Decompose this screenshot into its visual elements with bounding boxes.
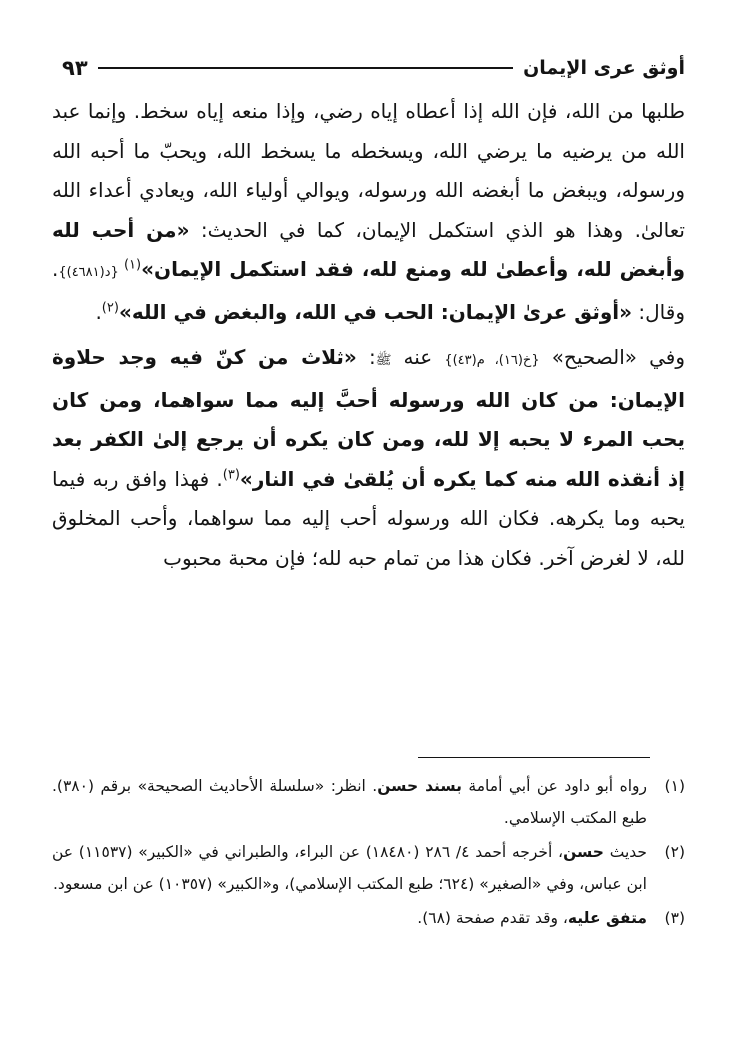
footnote-number: (٣) xyxy=(664,909,685,927)
footnote-1 xyxy=(52,770,685,834)
honorific-glyph: ﷺ xyxy=(375,353,392,368)
paragraph-1-end: . xyxy=(95,299,102,324)
footnote-text-part: رواه أبو داود عن أبي أمامة xyxy=(461,777,647,795)
footnote-separator xyxy=(418,757,650,758)
hadith-quote-1: «من أحب لله وأبغض لله، وأعطىٰ لله ومنع لله، فقد استكمل الإيمان» xyxy=(52,217,686,281)
paragraph-1-text: طلبها من الله، فإن الله إذا أعطاه إياه رضي، وإذا منعه إياه سخط. وإنما عبد الله من يرضيه ما يرضي الله، ويسخطه ما يسخط الله، ويحبّ ما أحبه الله ورسوله، ويبغض ما أبغضه الله ورسوله، ويوالي أولياء الله، ويعادي أعداء الله تعالىٰ. وهذا هو الذي استكمل الإيمان، كما في الحديث: xyxy=(52,99,685,242)
footnote-number: (١) xyxy=(664,777,685,795)
footnote-text-part: ، أخرجه أحمد ٤/ ٢٨٦ (١٨٤٨٠) عن البراء، والطبراني في «الكبير» (١١٥٣٧) عن ابن عباس، وفي «الصغير» (٦٢٤؛ طبع المكتب الإسلامي)، و«الكبير» (١٠٣٥٧) عن ابن مسعود. xyxy=(52,843,647,893)
paragraph-2-text: وفي «الصحيح» xyxy=(539,345,685,369)
footnote-marker-1: (١) xyxy=(123,257,142,273)
running-title: أوثق عرى الإيمان xyxy=(523,57,685,79)
header-rule xyxy=(98,67,513,69)
paragraph-2-text-2: عنه xyxy=(391,345,445,369)
hadith-quote-2: «أوثق عرىٰ الإيمان: الحب في الله، والبغض في الله» xyxy=(118,299,633,324)
paragraph-2-colon: : xyxy=(356,345,376,369)
footnote-grade: متفق عليه xyxy=(567,909,647,927)
footnote-text-part: . انظر: «سلسلة الأحاديث الصحيحة» برقم (٣٨٠). طبع المكتب الإسلامي. xyxy=(52,777,647,827)
page-number: ٩٣ xyxy=(62,56,88,80)
paragraph-2 xyxy=(52,338,685,578)
footnote-2 xyxy=(52,836,685,900)
footnote-text-part: حديث xyxy=(603,843,647,861)
hadith-quote-3: «ثلاث من كنّ فيه وجد حلاوة الإيمان: من كان الله ورسوله أحبَّ إليه مما سواهما، ومن كان يحب المرء لا يحبه إلا لله، ومن كان يكره أن يرجع إلىٰ الكفر بعد إذ أنقذه الله منه كما يكره أن يُلقىٰ في النار» xyxy=(52,345,685,491)
footnote-text xyxy=(52,836,647,900)
footnote-grade: بسند حسن xyxy=(377,777,462,795)
footnote-text-part: ، وقد تقدم صفحة (٦٨). xyxy=(417,909,568,927)
running-header xyxy=(62,52,685,84)
footnote-number: (٢) xyxy=(664,843,685,861)
source-reference-1: {د(٤٦٨١)} xyxy=(58,265,124,280)
paragraph-1 xyxy=(52,92,685,332)
paragraph-2-text-3: . فهذا وافق ربه فيما يحبه وما يكرهه. فكان الله ورسوله أحب إليه مما سواهما، وأحب المخلوق لله، لا لغرض آخر. فكان هذا من تمام حبه لله؛ فإن محبة محبوب xyxy=(52,466,685,570)
footnote-marker-3: (٣) xyxy=(222,466,240,482)
footnote-marker-2: (٢) xyxy=(101,299,119,315)
footnote-grade: حسن xyxy=(563,843,604,861)
source-reference-2: {خ(١٦)، م(٤٣)} xyxy=(444,353,540,368)
main-text xyxy=(52,92,685,578)
paragraph-1-text-2: . وقال: xyxy=(52,257,685,324)
footnote-text xyxy=(52,902,647,934)
footnote-text xyxy=(52,770,647,834)
footnotes xyxy=(52,770,685,934)
footnote-3 xyxy=(52,902,685,934)
